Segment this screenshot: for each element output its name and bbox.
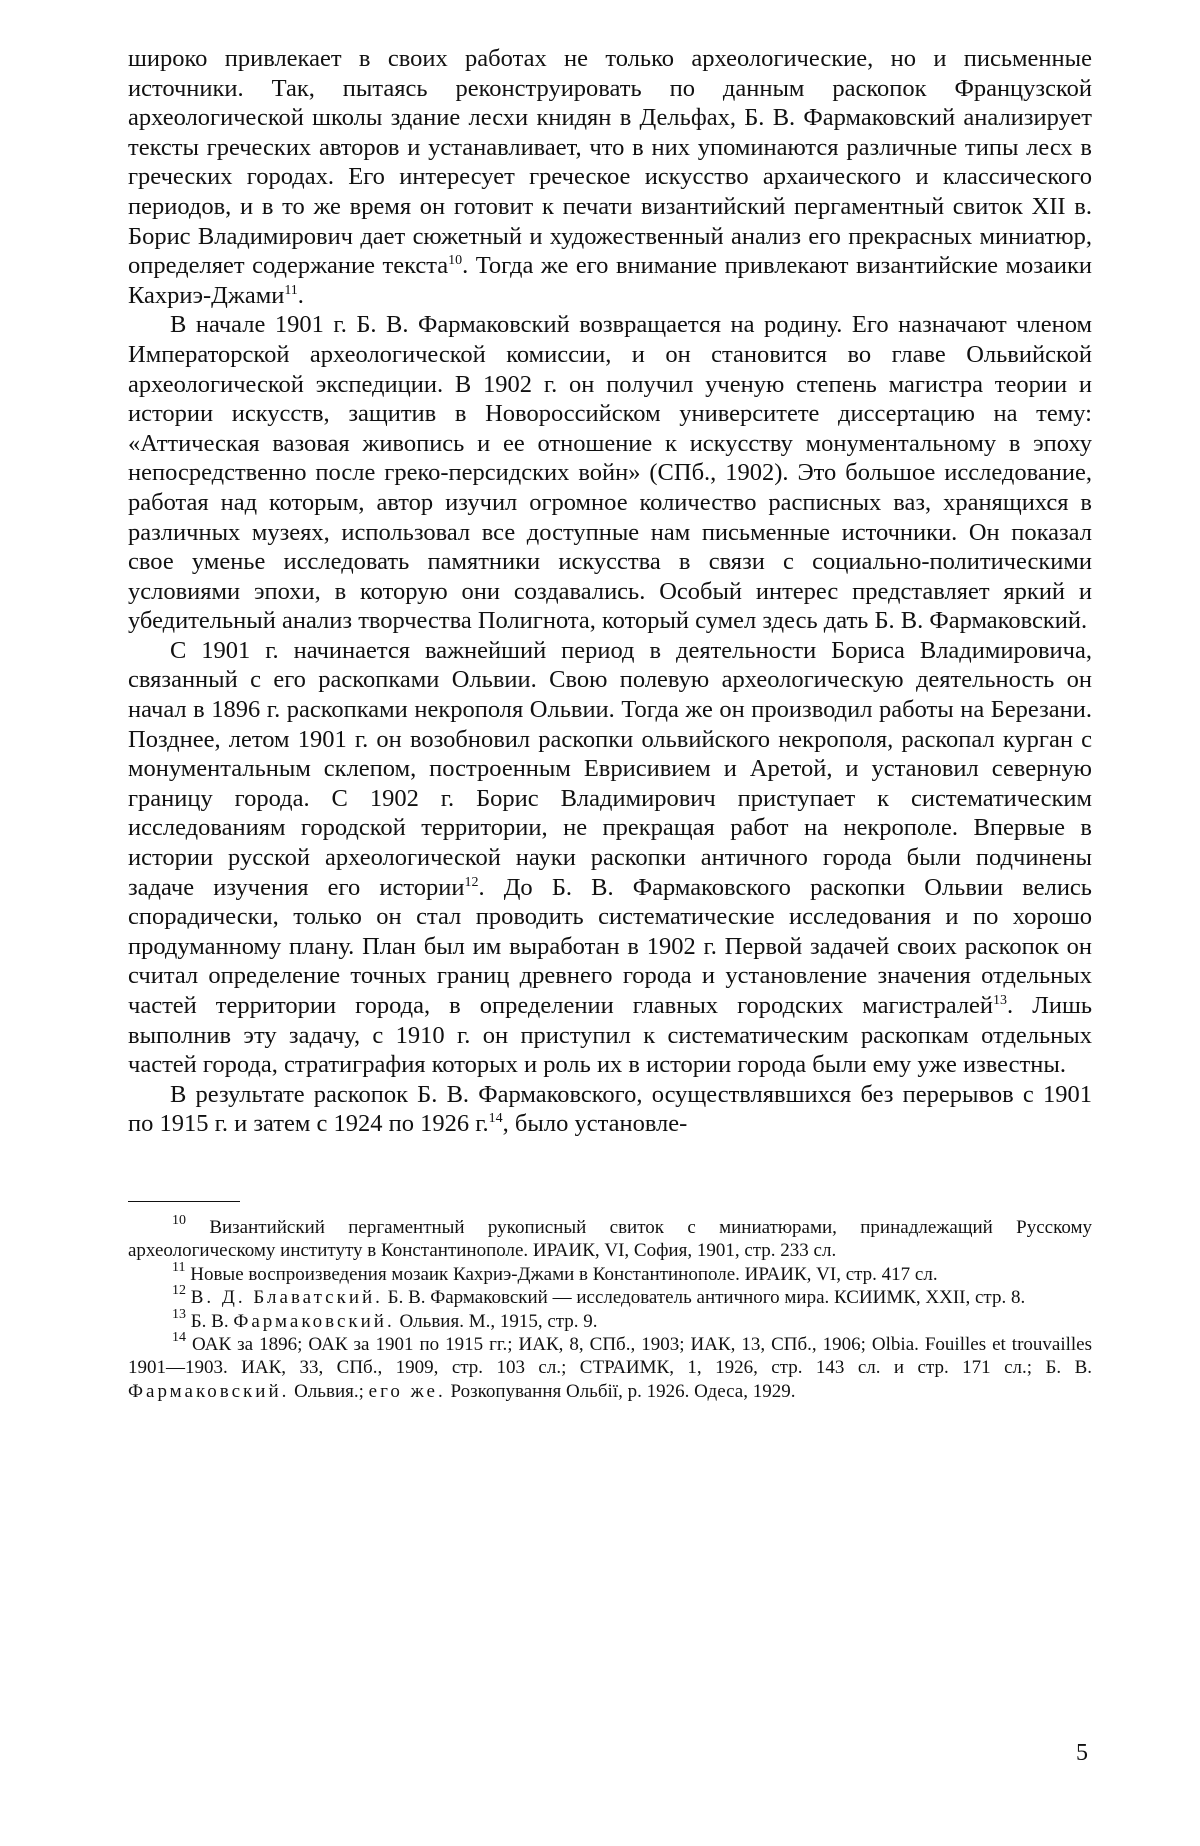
footnote xyxy=(128,1212,1092,1263)
spaced-author-name: его же. xyxy=(368,1380,446,1402)
text-run: . xyxy=(297,281,304,309)
text-run: . Тогда же его внимание привлекают византийские мозаики Кахриэ-Джами xyxy=(128,252,1092,309)
footnote-ref: 10 xyxy=(448,253,463,269)
paragraph xyxy=(128,636,1092,1080)
footnote xyxy=(128,1259,1092,1286)
footnote-ref: 11 xyxy=(172,1259,186,1275)
footnote-divider xyxy=(128,1201,240,1202)
page-number: 5 xyxy=(1076,1740,1088,1766)
footnote-ref: 12 xyxy=(172,1283,186,1299)
page-content xyxy=(128,44,1092,1403)
footnote-ref: 14 xyxy=(172,1330,186,1345)
paragraph xyxy=(128,310,1092,636)
text-run: Новые воспроизведения мозаик Кахриэ-Джами в Константинополе. ИРАИК, VI, стр. 417 сл. xyxy=(185,1263,938,1285)
spaced-author-name: В. Д. Блаватский. xyxy=(190,1287,383,1309)
text-run: В результате раскопок Б. В. Фармаковского, осуществлявшихся без перерывов с 1901 по 1915 г. и затем с 1924 по 1926 г. xyxy=(128,1080,1092,1138)
footnote-ref: 12 xyxy=(464,874,479,890)
text-run: , было установле- xyxy=(502,1110,688,1138)
text-run: С 1901 г. начинается важнейший период в деятельности Бориса Владимировича, связанный с его раскопками Ольвии. Свою полевую археологическую деятельность он начал в 1896 г. раскопками некрополя Ольвии. Тогда же он производил работы на Березани. Позднее, летом 1901 г. он возобновил раскопки ольвийского некрополя, раскопал курган с монументальным склепом, построенным Еврисивием и Аретой, и установил северную границу города. С 1902 г. Борис Владимирович приступает к систематическим исследованиям городской территории, не прекращая работ на некрополе. Впервые в истории русской археологической науки раскопки античного города были подчинены задаче изучения его истории xyxy=(128,636,1092,901)
text-run: Розкопування Ольбії, р. 1926. Одеса, 1929. xyxy=(445,1380,796,1402)
spaced-author-name: Фармаковский. xyxy=(128,1380,290,1402)
footnote-ref: 14 xyxy=(488,1111,503,1127)
spaced-author-name: Фармаковский. xyxy=(233,1310,395,1332)
footnotes xyxy=(128,1212,1092,1403)
footnote-ref: 10 xyxy=(172,1212,186,1228)
footnote-ref: 11 xyxy=(284,282,298,298)
text-run: . Лишь выполнив эту задачу, с 1910 г. он приступил к систематическим раскопкам отдельных частей города, стратиграфия которых и роль их в истории города были ему уже известны. xyxy=(128,992,1092,1079)
footnote xyxy=(128,1306,1092,1333)
text-run: ОАК за 1896; ОАК за 1901 по 1915 гг.; ИАК, 8, СПб., 1903; ИАК, 13, СПб., 1906; Olbia. Fouilles et trouvailles 1901—1903. ИАК, 33, СПб., 1909, стр. 103 сл.; СТРАИМК, 1, 1926, стр. 143 сл. и стр. 171 сл.; Б. В. xyxy=(128,1334,1092,1379)
text-run: Ольвия. М., 1915, стр. 9. xyxy=(394,1310,598,1332)
text-run: Б. В. Фармаковский — исследователь античного мира. КСИИМК, XXII, стр. 8. xyxy=(382,1287,1026,1309)
text-run: Ольвия.; xyxy=(289,1380,369,1402)
footnote xyxy=(128,1330,1092,1403)
text-run: Византийский пергаментный рукописный свиток с миниатюрами, принадлежащий Русскому археологическому институту в Константинополе. ИРАИК, VI, София, 1901, стр. 233 сл. xyxy=(128,1216,1092,1262)
text-run: Б. В. xyxy=(186,1310,234,1332)
text-run: В начале 1901 г. Б. В. Фармаковский возвращается на родину. Его назначают членом Императорской археологической комиссии, и он становится во главе Ольвийской археологической экспедиции. В 1902 г. он получил ученую степень магистра теории и истории искусств, защитив в Новороссийском университете диссертацию на тему: «Аттическая вазовая живопись и ее отношение к искусству монументальному в эпоху непосредственно после греко-персидских войн» (СПб., 1902). Это большое исследование, работая над которым, автор изучил огромное количество расписных ваз, хранящихся в различных музеях, использовал все доступные нам письменные источники. Он показал свое уменье исследовать памятники искусства в связи с социально-политическими условиями эпохи, в которую они создавались. Особый интерес представляет яркий и убедительный анализ творчества Полигнота, который сумел здесь дать Б. В. Фармаковский. xyxy=(128,311,1092,635)
footnote-ref: 13 xyxy=(172,1306,186,1322)
text-run: . До Б. В. Фармаковского раскопки Ольвии велись спорадически, только он стал проводить систематические исследования и по хорошо продуманному плану. План был им выработан в 1902 г. Первой задачей своих раскопок он считал определение точных границ древнего города и установление значения отдельных частей территории города, в определении главных городских магистралей xyxy=(128,873,1092,1019)
paragraph xyxy=(128,1080,1092,1139)
text-run: широко привлекает в своих работах не только археологические, но и письменные источники. Так, пытаясь реконструировать по данным раскопок Французской археологической школы здание лесхи книдян в Дельфах, Б. В. Фармаковский анализирует тексты греческих авторов и устанавливает, что в них упоминаются различные типы лесх в греческих городах. Его интересует греческое искусство архаического и классического периодов, и в то же время он готовит к печати византийский пергаментный свиток XII в. Борис Владимирович дает сюжетный и художественный анализ его прекрасных миниатюр, определяет содержание текста xyxy=(128,45,1092,280)
footnote-ref: 13 xyxy=(993,993,1008,1008)
footnote xyxy=(128,1283,1092,1309)
body-text xyxy=(128,44,1092,1139)
paragraph xyxy=(128,44,1092,310)
